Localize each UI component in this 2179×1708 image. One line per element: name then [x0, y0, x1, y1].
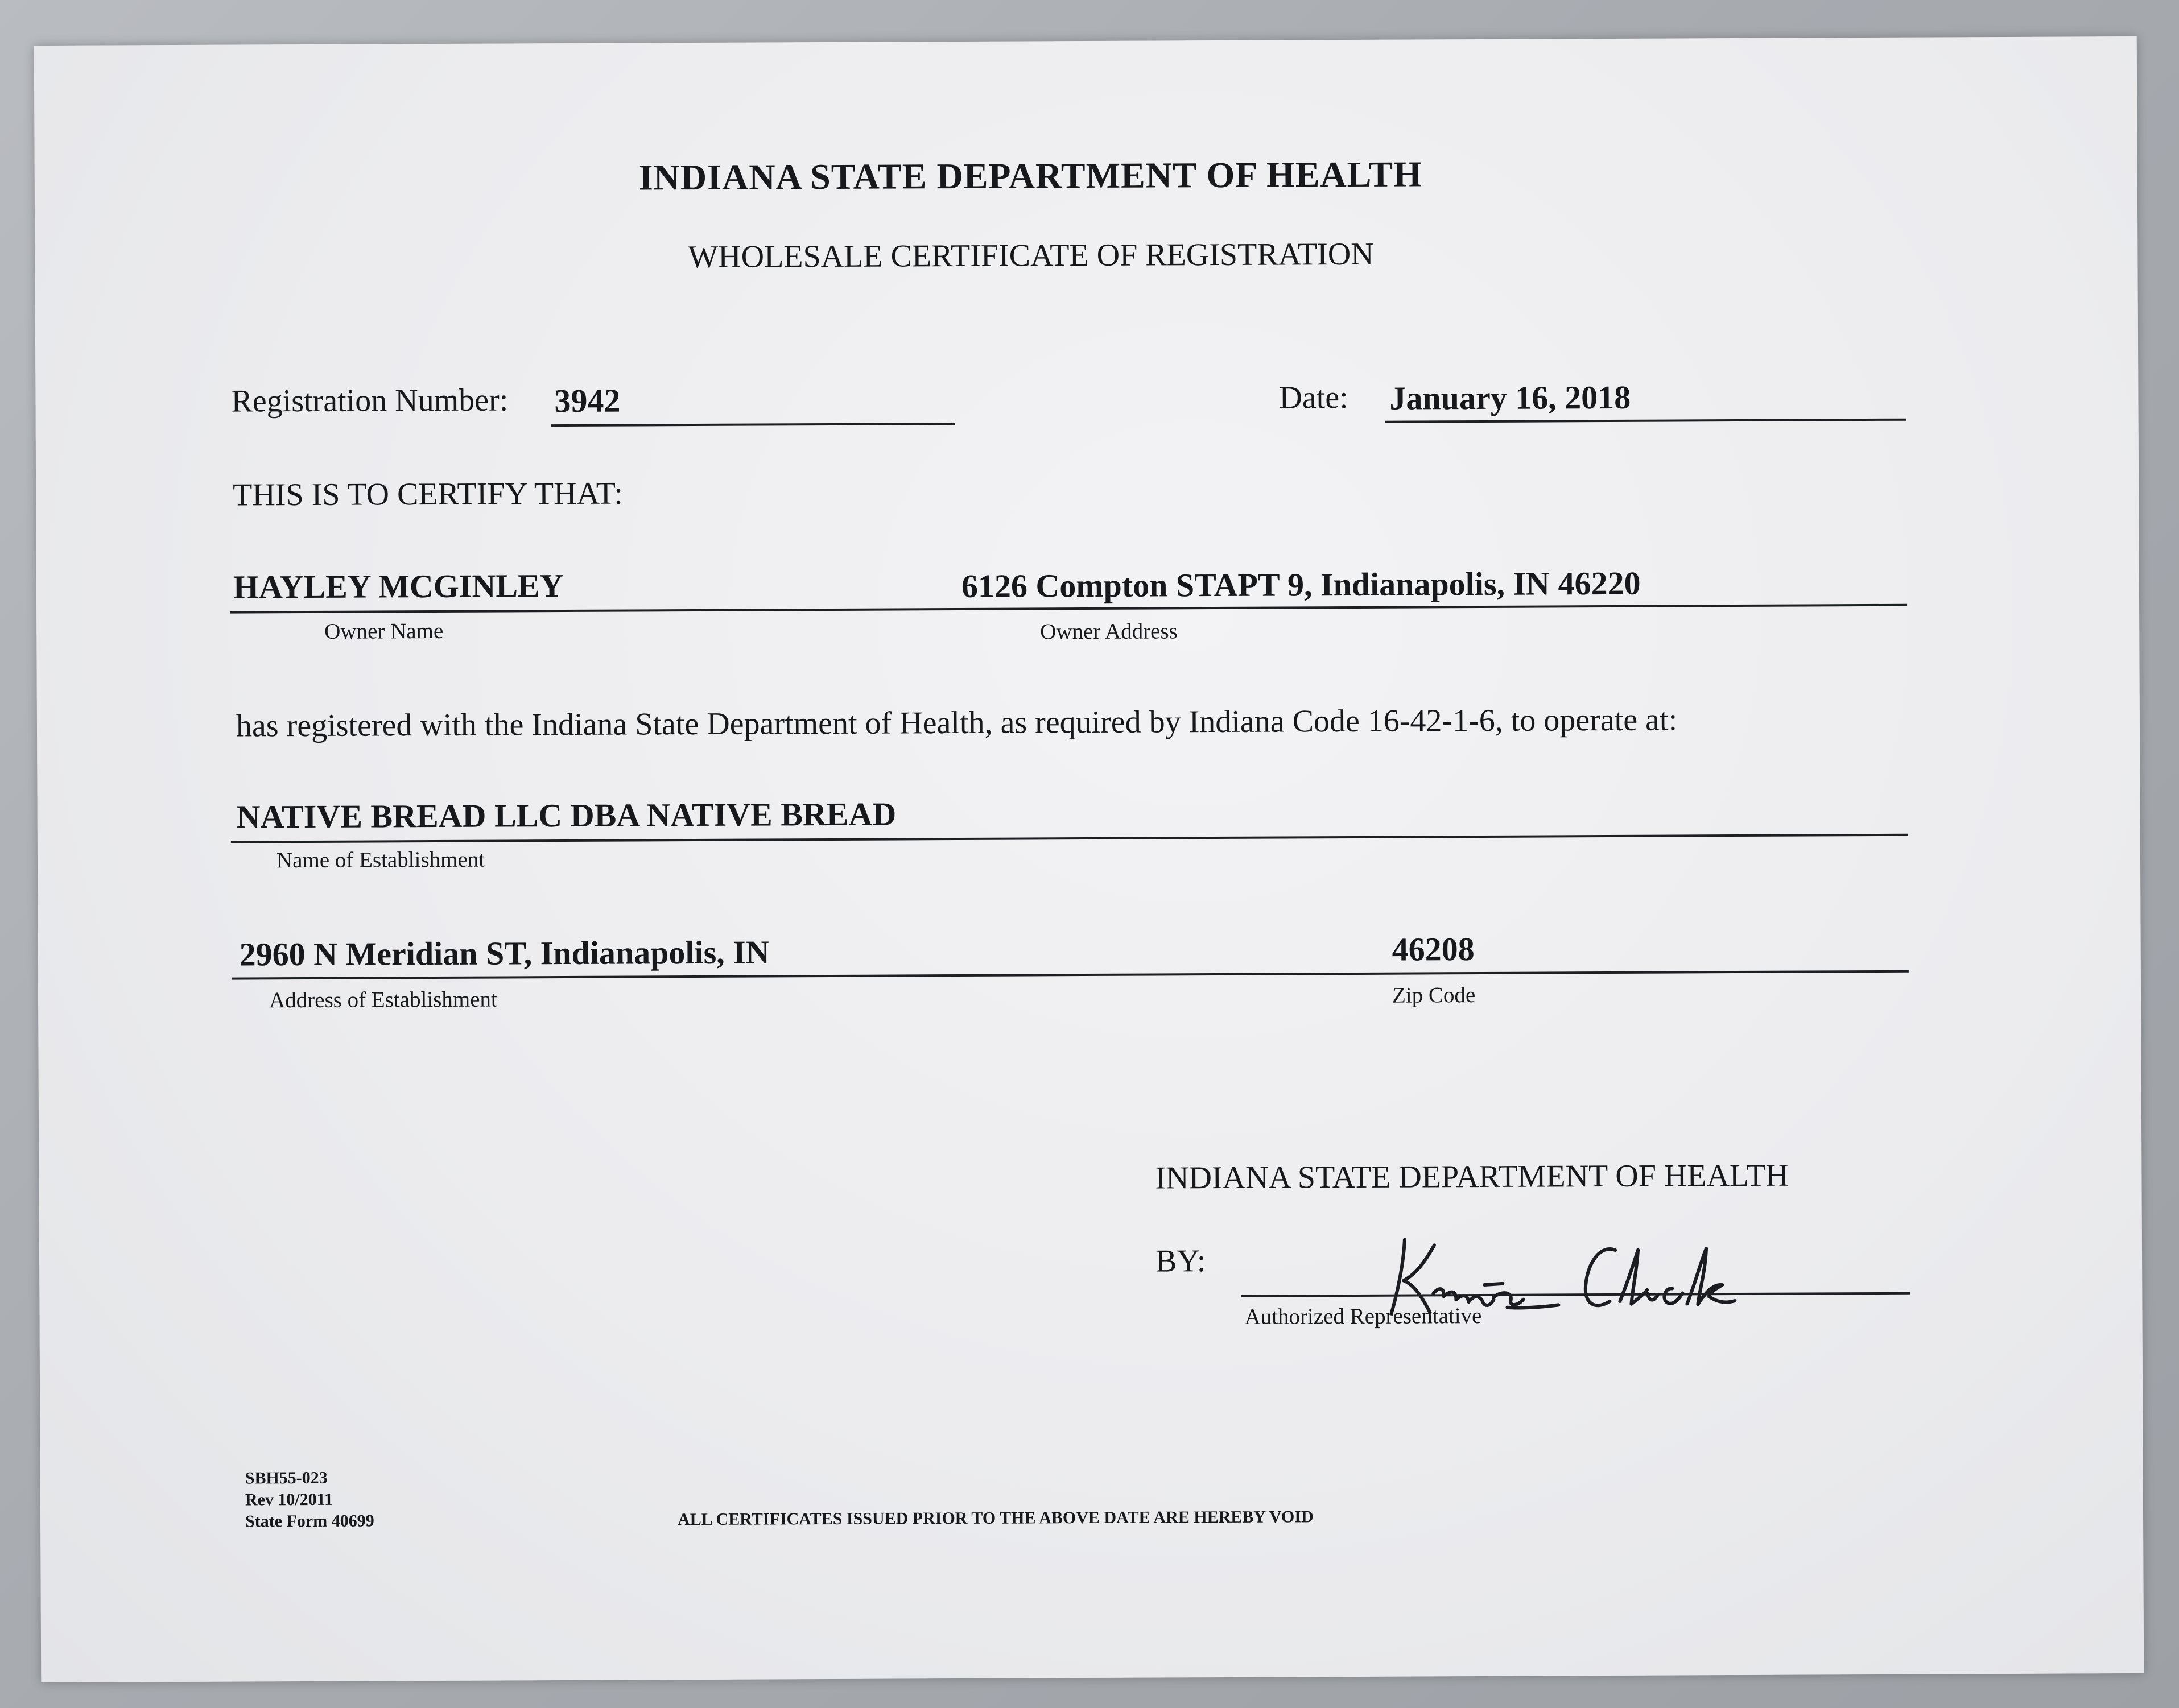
form-revision: Rev 10/2011 — [245, 1490, 333, 1510]
certificate-page — [34, 36, 2144, 1682]
registration-number-value: 3942 — [554, 382, 621, 420]
owner-address: 6126 Compton STAPT 9, Indianapolis, IN 46220 — [961, 564, 1641, 605]
registration-number-line — [551, 423, 955, 427]
establishment-zip: 46208 — [1392, 930, 1475, 968]
form-code: SBH55-023 — [245, 1468, 328, 1488]
establishment-name: NATIVE BREAD LLC DBA NATIVE BREAD — [236, 795, 897, 836]
establishment-name-caption: Name of Establishment — [276, 847, 485, 873]
signature-agency: INDIANA STATE DEPARTMENT OF HEALTH — [1155, 1157, 1789, 1196]
registration-number-label: Registration Number: — [231, 382, 509, 419]
agency-heading: INDIANA STATE DEPARTMENT OF HEALTH — [638, 154, 1423, 198]
establishment-address-caption: Address of Establishment — [269, 987, 497, 1013]
certify-text: THIS IS TO CERTIFY THAT: — [233, 475, 623, 513]
registration-statement: has registered with the Indiana State Department of Health, as required by Indiana Code 16-42-1-6, to operate at: — [236, 702, 1678, 744]
certificate-title: WHOLESALE CERTIFICATE OF REGISTRATION — [688, 236, 1374, 275]
owner-line — [230, 604, 1907, 614]
establishment-name-line — [231, 834, 1908, 843]
signature-krista-click — [1371, 1221, 1781, 1354]
zip-code-caption: Zip Code — [1392, 983, 1476, 1008]
state-form-number: State Form 40699 — [245, 1511, 374, 1531]
establishment-address: 2960 N Meridian ST, Indianapolis, IN — [239, 933, 770, 973]
by-label: BY: — [1155, 1243, 1206, 1279]
owner-name: HAYLEY MCGINLEY — [233, 567, 564, 606]
void-notice: ALL CERTIFICATES ISSUED PRIOR TO THE ABOVE DATE ARE HEREBY VOID — [677, 1507, 1314, 1529]
signature-caption: Authorized Representative — [1244, 1303, 1482, 1329]
owner-name-caption: Owner Name — [324, 618, 444, 644]
date-line — [1385, 419, 1906, 423]
date-label: Date: — [1279, 380, 1348, 416]
owner-address-caption: Owner Address — [1040, 619, 1178, 644]
date-value: January 16, 2018 — [1389, 378, 1631, 417]
